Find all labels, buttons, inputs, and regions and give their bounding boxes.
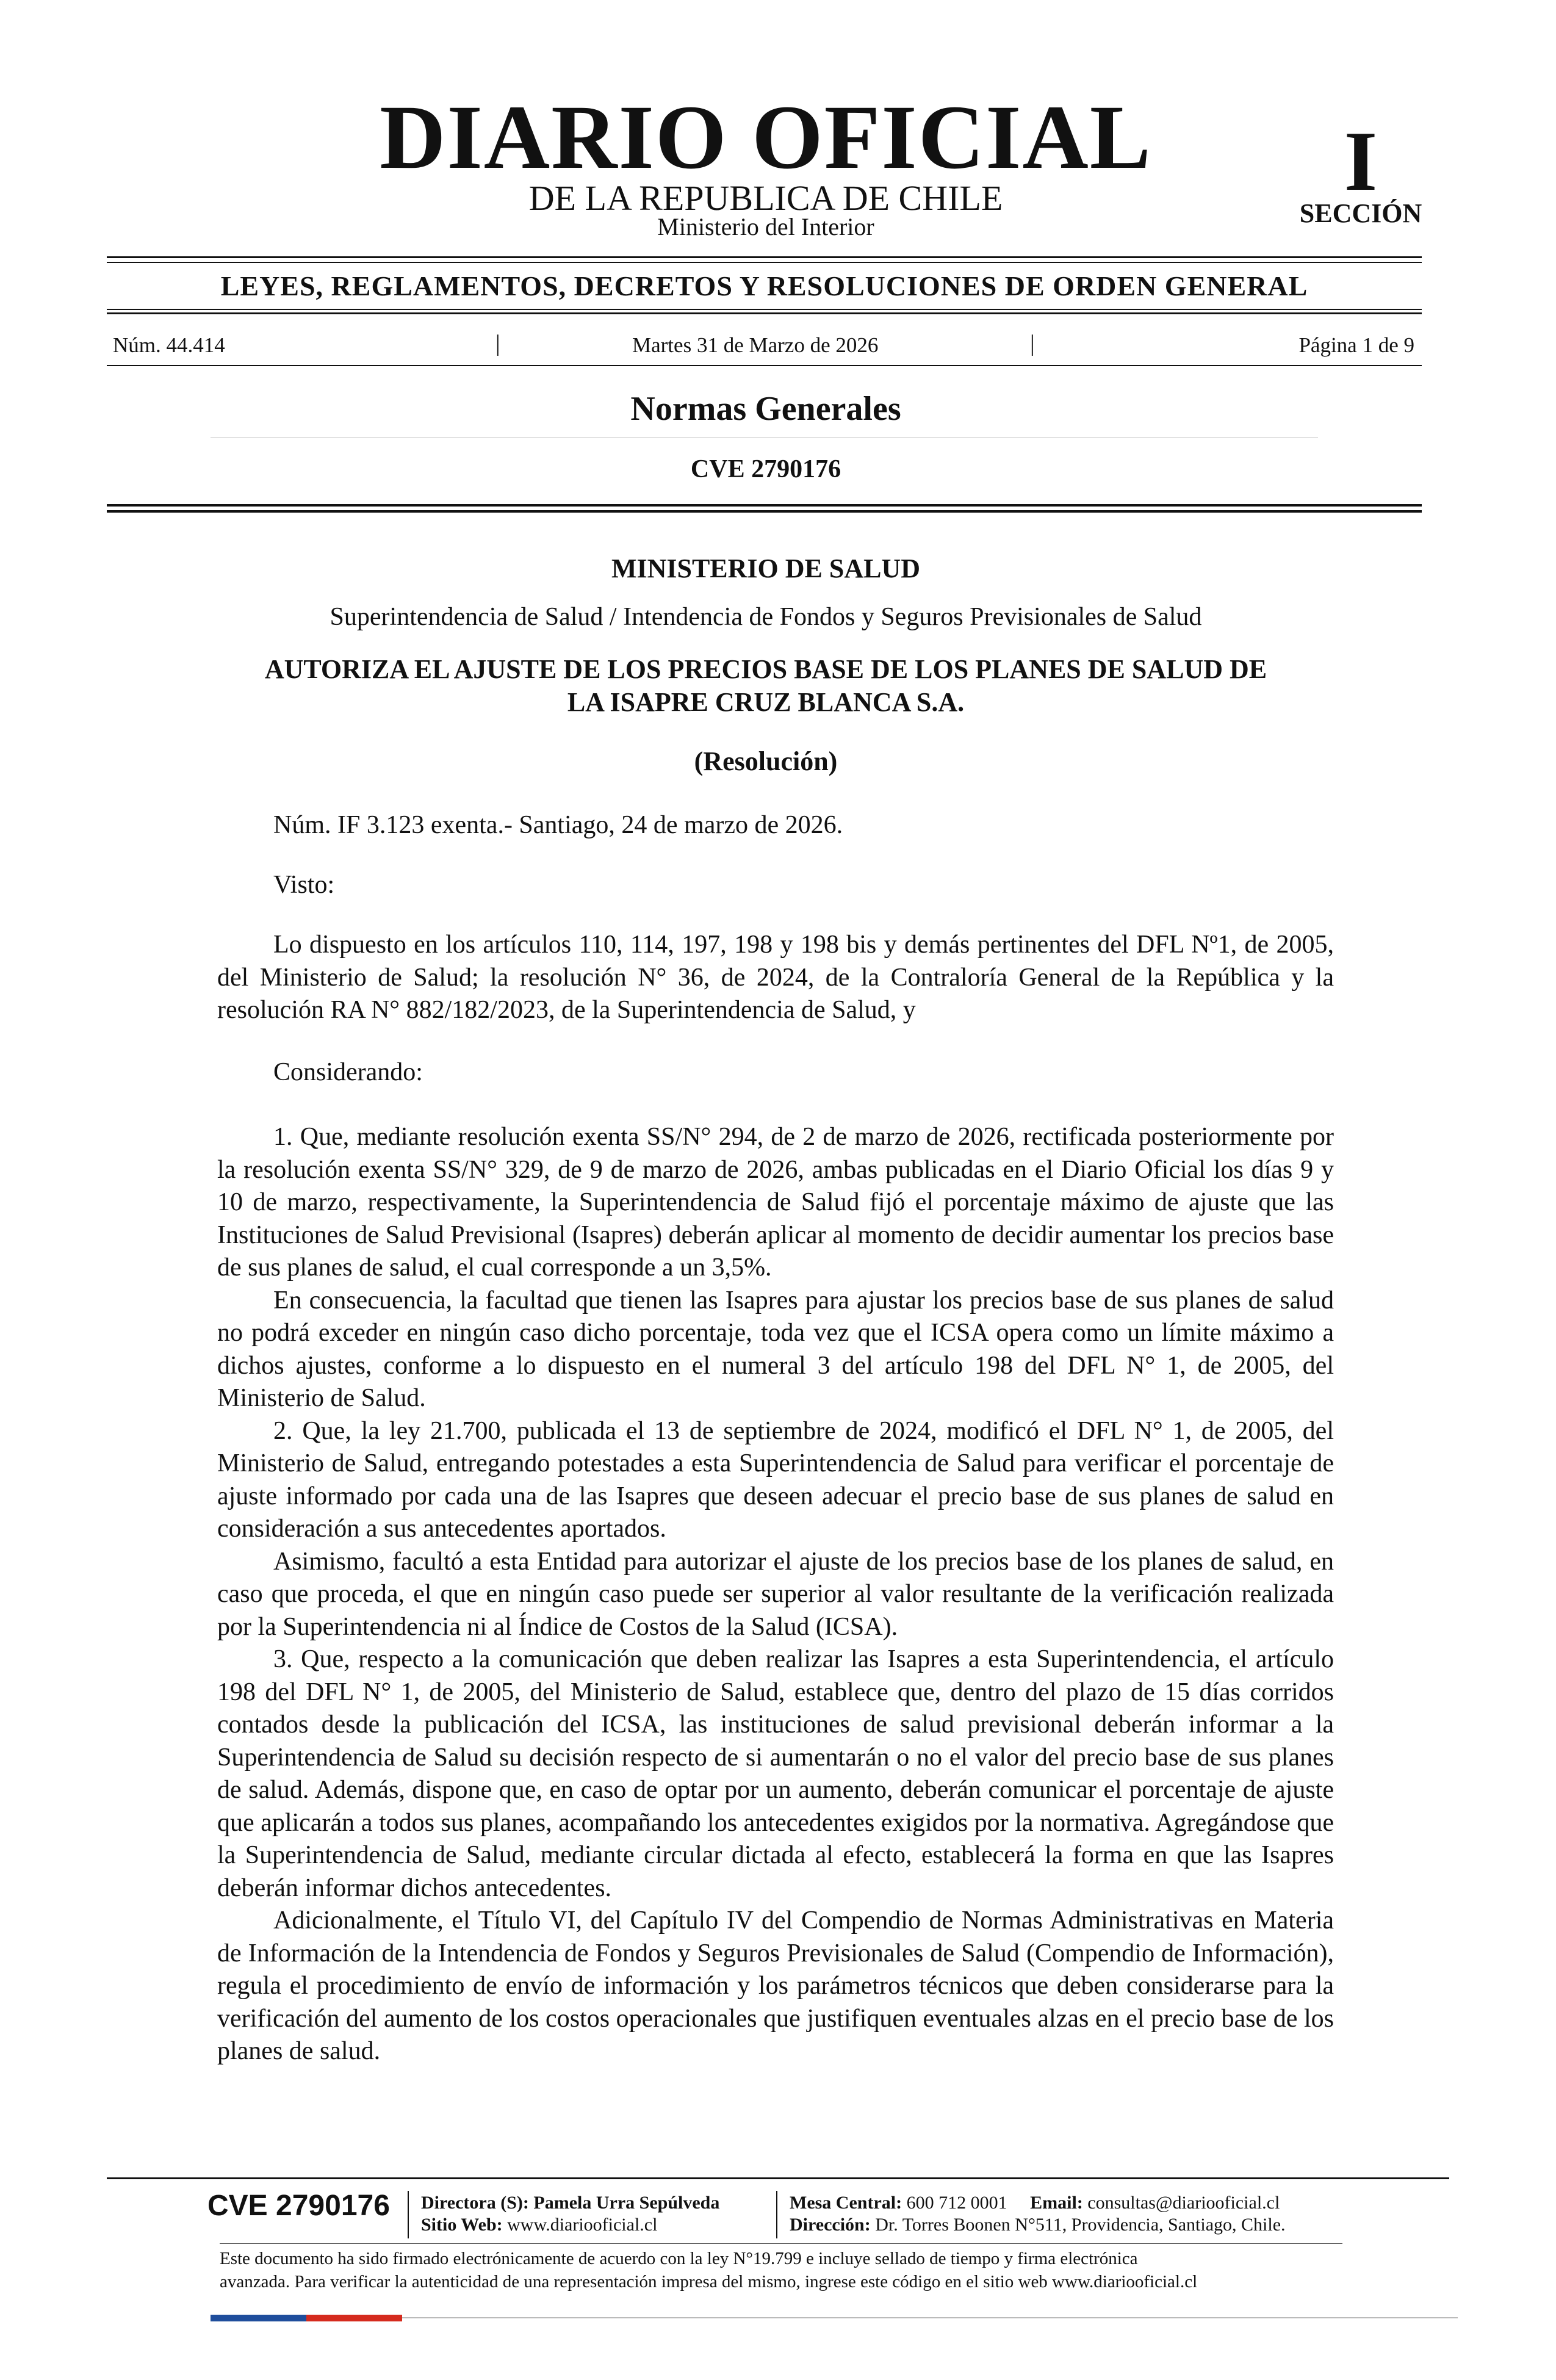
footer-contact: Mesa Central: 600 712 0001 Email: consultas@diariooficial.cl Dirección: Dr. Torres Boonen N°511, Providencia, Santiago, Chile. (790, 2193, 1286, 2235)
paragraph: 1. Que, mediante resolución exenta SS/N° 294, de 2 de marzo de 2026, rectificada posteriormente por la resolución exenta SS/N° 329, de 9 de marzo de 2026, ambas publicadas en el Diario Oficial los días 9 y 10 de marzo, respectivamente, la Superintendencia de Salud fijó el porcentaje máximo de ajuste que las Instituciones de Salud Previsional (Isapres) deberán aplicar al momento de decidir aumentar los precios base de sus planes de salud, el cual corresponde a un 3,5%. (217, 1123, 1334, 1282)
divider (107, 365, 1422, 366)
issue-number: Núm. 44.414 (113, 333, 225, 357)
issue-separator: | (495, 331, 500, 356)
document-type: (Resolución) (694, 746, 838, 776)
cve-code: CVE 2790176 (690, 455, 841, 483)
divider (107, 256, 1422, 258)
issuing-body: Superintendencia de Salud / Intendencia de Fondos y Seguros Previsionales de Salud (330, 603, 1202, 631)
paragraph: 2. Que, la ley 21.700, publicada el 13 de septiembre de 2024, modificó el DFL N° 1, de 2005, del Ministerio de Salud, entregando potestades a esta Superintendencia de Salud para verificar el porcentaje de ajuste informado por cada una de las Isapres que deseen adecuar el precio base de sus planes de salud en consideración a sus antecedentes aportados. (217, 1416, 1334, 1543)
light-divider (211, 437, 1318, 438)
footer-director: Directora (S): Pamela Urra Sepúlveda Sitio Web: www.diariooficial.cl (421, 2193, 720, 2235)
footer-bottom-line (402, 2317, 1458, 2318)
considerando-label (217, 1056, 1334, 1089)
document-title (183, 653, 1349, 719)
paragraph: Adicionalmente, el Título VI, del Capítulo IV del Compendio de Normas Administrativas en Materia de Información de la Intendencia de Fondos y Seguros Previsionales de Salud (Compendio de Información), regula el procedimiento de envío de información y los parámetros técnicos que deben considerarse para la verificación del aumento de los costos operacionales que justifiquen eventuales alzas en el precio base de los planes de salud. (217, 1906, 1334, 2065)
divider (107, 309, 1422, 310)
divider (107, 504, 1422, 507)
paragraph: Asimismo, facultó a esta Entidad para autorizar el ajuste de los precios base de los planes de salud, en caso que proceda, el que en ningún caso puede ser superior al valor resultante de la verificación realizada por la Superintendencia ni al Índice de Costos de la Salud (ICSA). (217, 1547, 1334, 1641)
page-indicator: Página 1 de 9 (1298, 333, 1414, 357)
resolution-number (217, 809, 1334, 842)
document-title-line: AUTORIZA EL AJUSTE DE LOS PRECIOS BASE DE LOS PLANES DE SALUD DE (264, 654, 1267, 684)
footer-website-link[interactable]: www.diariooficial.cl (507, 2215, 658, 2235)
ministry-heading: MINISTERIO DE SALUD (611, 554, 921, 583)
divider (107, 510, 1422, 513)
section-numeral: I (1344, 114, 1378, 209)
visto-label-text: Visto: (273, 871, 335, 899)
masthead-subtitle: DE LA REPUBLICA DE CHILE (528, 178, 1003, 218)
footer-note-divider (220, 2243, 1342, 2244)
visto-label (217, 869, 1334, 902)
paragraph: 3. Que, respecto a la comunicación que deben realizar las Isapres a esta Superintendencia, el artículo 198 del DFL N° 1, de 2005, del Ministerio de Salud, establece que, dentro del plazo de 15 días corridos contados desde la publicación del ICSA, las instituciones de salud previsional deberán informar a la Superintendencia de Salud su decisión respecto de si aumentarán o no el valor del precio base de sus planes de salud. Además, dispone que, en caso de optar por un aumento, deberán comunicar el porcentaje de ajuste que aplicarán a todos sus planes, acompañando los antecedentes exigidos por la normativa. Agregándose que la Superintendencia de Salud, mediante circular dictada al efecto, establecerá la forma en que las Isapres deberán informar dichos antecedentes. (217, 1645, 1334, 1902)
masthead-title: DIARIO OFICIAL (380, 87, 1152, 188)
flag-stripe-red (306, 2315, 402, 2321)
issue-separator: | (1030, 331, 1035, 356)
considerando-body (217, 1121, 1334, 2068)
divider (107, 262, 1422, 263)
footer-cve: CVE 2790176 (207, 2190, 390, 2222)
visto-text: Lo dispuesto en los artículos 110, 114, 197, 198 y 198 bis y demás pertinentes del DFL Nº1, de 2005, del Ministerio de Salud; la resolución N° 36, de 2024, de la Contraloría General de la República y la resolución RA N° 882/182/2023, de la Superintendencia de Salud, y (217, 931, 1334, 1024)
considerando-label-text: Considerando: (273, 1058, 423, 1086)
issue-date: Martes 31 de Marzo de 2026 (632, 333, 879, 357)
footer-divider (107, 2177, 1449, 2179)
footer-separator (408, 2191, 409, 2238)
flag-stripe-blue (211, 2315, 306, 2321)
footer-email-link[interactable]: consultas@diariooficial.cl (1087, 2193, 1280, 2213)
document-title-line: LA ISAPRE CRUZ BLANCA S.A. (567, 687, 965, 717)
footer-separator (776, 2191, 777, 2238)
signature-note: Este documento ha sido firmado electrónicamente de acuerdo con la ley N°19.799 e incluye sellado de tiempo y firma electrónica avanzada. Para verificar la autenticidad de una representación impresa del mismo, ingrese este código en el sitio web www.diariooficial.cl (220, 2249, 1198, 2292)
category-heading: Normas Generales (630, 390, 901, 428)
resolution-number-text: Núm. IF 3.123 exenta.- Santiago, 24 de marzo de 2026. (273, 811, 843, 839)
paragraph: En consecuencia, la facultad que tienen las Isapres para ajustar los precios base de sus planes de salud no podrá exceder en ningún caso dicho porcentaje, toda vez que el ICSA opera como un límite máximo a dichos ajustes, conforme a lo dispuesto en el numeral 3 del artículo 198 del DFL N° 1, de 2005, del Ministerio de Salud. (217, 1286, 1334, 1412)
section-banner: LEYES, REGLAMENTOS, DECRETOS Y RESOLUCIONES DE ORDEN GENERAL (220, 270, 1308, 301)
visto-paragraph (217, 929, 1334, 1027)
masthead-ministry: Ministerio del Interior (657, 213, 874, 240)
divider (107, 312, 1422, 314)
section-label: SECCIÓN (1299, 198, 1422, 228)
